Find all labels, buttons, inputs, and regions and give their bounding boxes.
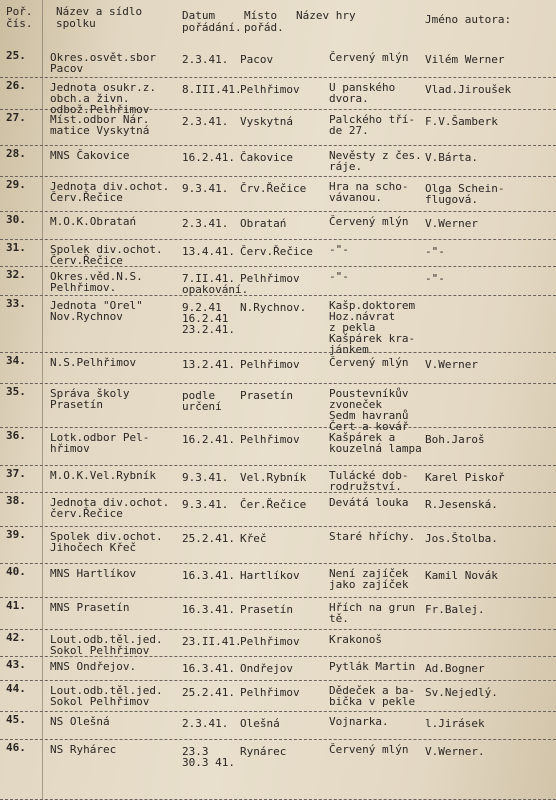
author-cell: Sv.Nejedlý.	[425, 686, 498, 699]
organization-cell: Lotk.odbor Pel- hřimov	[50, 431, 150, 455]
header-play: Název hry	[296, 9, 356, 22]
organization-cell: Jednota osukr.z. obch.a živn. odbož.Pelhřimov	[50, 81, 156, 116]
place-cell: Vel.Rybník	[240, 471, 307, 484]
row-number: 43.	[6, 658, 26, 671]
organization-cell: Jednota "Orel" Nov.Rychnov	[50, 299, 143, 323]
place-cell: Pacov	[240, 53, 274, 66]
play-title-cell: U panského dvora.	[329, 81, 396, 105]
author-cell: Jos.Štolba.	[425, 532, 498, 545]
table-row	[0, 740, 556, 800]
organization-cell: MNS Hartlíkov	[50, 567, 137, 580]
date-cell: 7.II.41. opakování.	[182, 272, 249, 296]
organization-cell: Okres.osvět.sbor Pacov	[50, 51, 156, 75]
organization-cell: NS Olešná	[50, 715, 110, 728]
place-cell: Pelhřimov	[240, 358, 300, 371]
date-cell: 13.2.41.	[182, 358, 235, 371]
table-row	[0, 78, 556, 116]
date-cell: 25.2.41.	[182, 532, 235, 545]
place-cell: Rynárec	[240, 745, 287, 758]
table-row	[0, 630, 556, 657]
place-cell: Pelhřimov	[240, 635, 300, 648]
date-cell: 9.3.41.	[182, 471, 229, 484]
organization-cell: N.S.Pelhřimov	[50, 356, 137, 369]
header-number: Poř. čís.	[6, 5, 33, 30]
date-cell: 8.III.41.	[182, 83, 242, 96]
author-cell: Vilém Werner	[425, 53, 505, 66]
header-organization: Název a sídlo spolku	[56, 5, 143, 30]
organization-cell: Spolek div.ochot. Jihočech Křeč	[50, 530, 163, 554]
organization-cell: Lout.odb.těl.jed. Sokol Pelhřimov	[50, 633, 163, 657]
table-row	[0, 598, 556, 630]
date-cell: 25.2.41.	[182, 686, 235, 699]
play-title-cell: Vojnarka.	[329, 715, 389, 728]
play-title-cell: Pytlák Martin	[329, 660, 416, 673]
row-number: 27.	[6, 111, 26, 124]
row-number: 32.	[6, 268, 26, 281]
table-row	[0, 428, 556, 466]
row-number: 44.	[6, 682, 26, 695]
play-title-cell: Není zajíček jako zajíček	[329, 567, 409, 591]
date-cell: 2.3.41.	[182, 717, 229, 730]
row-number: 31.	[6, 241, 26, 254]
play-title-cell: Poustevníkův zvoneček Sedm havranů Čert a kovář	[329, 387, 409, 433]
organization-cell: Jednota div.ochot. Červ.Řečice	[50, 180, 170, 204]
header-place: Místo pořád.	[244, 9, 284, 34]
date-cell: 16.3.41.	[182, 662, 235, 675]
play-title-cell: -"-	[329, 270, 349, 283]
organization-cell: M.O.K.Vel.Rybník	[50, 469, 156, 482]
row-number: 28.	[6, 147, 26, 160]
row-number: 38.	[6, 494, 26, 507]
author-cell: Kamil Novák	[425, 569, 498, 582]
author-cell: Boh.Jaroš	[425, 433, 485, 446]
place-cell: Prasetín	[240, 603, 293, 616]
row-number: 34.	[6, 354, 26, 367]
organization-cell: MNS Ondřejov.	[50, 660, 137, 673]
organization-cell: Spolek div.ochot. Červ.Řečice	[50, 243, 163, 267]
play-title-cell: Červený mlýn	[329, 51, 409, 64]
table-row	[0, 527, 556, 564]
place-cell: Hartlíkov	[240, 569, 300, 582]
place-cell: Pelhřimov	[240, 433, 300, 446]
table-row	[0, 384, 556, 433]
organization-cell: Jednota div.ochot. červ.Řečice	[50, 496, 170, 520]
date-cell: 16.3.41.	[182, 603, 235, 616]
place-cell: Pelhřimov	[240, 686, 300, 699]
row-number: 42.	[6, 631, 26, 644]
organization-cell: M.O.K.Obratań	[50, 215, 137, 228]
date-cell: 16.2.41.	[182, 151, 235, 164]
table-row	[0, 177, 556, 212]
date-cell: 23.3 30.3 41.	[182, 745, 235, 769]
author-cell: V.Werner	[425, 358, 478, 371]
date-cell: 9.3.41.	[182, 182, 229, 195]
table-row	[0, 466, 556, 493]
date-cell: 2.3.41.	[182, 53, 229, 66]
place-cell: Křeč	[240, 532, 267, 545]
play-title-cell: Kašp.doktorem Hoz.návrat z pekla Kašpárek kra- jánkem	[329, 299, 416, 356]
table-row	[0, 657, 556, 681]
organization-cell: Okres.věd.N.S. Pelhřimov.	[50, 270, 143, 294]
play-title-cell: -"-	[329, 243, 349, 256]
play-title-cell: Dědeček a ba- bička v pekle	[329, 684, 416, 708]
author-cell: F.V.Šamberk	[425, 115, 498, 128]
play-title-cell: Červený mlýn	[329, 743, 409, 756]
row-number: 40.	[6, 565, 26, 578]
play-title-cell: Hra na scho- vávanou.	[329, 180, 409, 204]
play-title-cell: Hřích na grun tě.	[329, 601, 416, 625]
header-author: Jméno autora:	[425, 13, 512, 26]
play-title-cell: Krakonoš	[329, 633, 382, 646]
place-cell: Pelhřimov	[240, 83, 300, 96]
table-row	[0, 564, 556, 598]
place-cell: Čakovice	[240, 151, 293, 164]
date-cell: 2.3.41.	[182, 115, 229, 128]
place-cell: Prasetín	[240, 389, 293, 402]
organization-cell: MNS Čakovice	[50, 149, 130, 162]
place-cell: Čer.Řečice	[240, 498, 307, 511]
row-number: 35.	[6, 385, 26, 398]
place-cell: Vyskytná	[240, 115, 293, 128]
play-title-cell: Tulácké dob- rodružství.	[329, 469, 409, 493]
row-number: 46.	[6, 741, 26, 754]
row-number: 26.	[6, 79, 26, 92]
table-row	[0, 712, 556, 740]
author-cell: V.Bárta.	[425, 151, 478, 164]
row-number: 36.	[6, 429, 26, 442]
author-cell: Ad.Bogner	[425, 662, 485, 675]
place-cell: N.Rychnov.	[240, 301, 307, 314]
place-cell: Ondřejov	[240, 662, 293, 675]
place-cell: Pelhřimov	[240, 272, 300, 285]
play-title-cell: Palckého tří- de 27.	[329, 113, 416, 137]
author-cell: -"-	[425, 272, 445, 285]
date-cell: 9.2.41 16.2.41 23.2.41.	[182, 301, 235, 336]
place-cell: Červ.Řečice	[240, 245, 313, 258]
author-cell: Olga Schein- flugová.	[425, 182, 505, 206]
author-cell: V.Werner	[425, 217, 478, 230]
row-number: 30.	[6, 213, 26, 226]
header-date: Datum pořádání.	[182, 9, 242, 34]
author-cell: Fr.Balej.	[425, 603, 485, 616]
author-cell: R.Jesenská.	[425, 498, 498, 511]
table-row	[0, 296, 556, 356]
organization-cell: Lout.odb.těl.jed. Sokol Pelhřimov	[50, 684, 163, 708]
organization-cell: Správa školy Prasetín	[50, 387, 130, 411]
play-title-cell: Kašpárek a kouzelná lampa	[329, 431, 422, 455]
table-row	[0, 353, 556, 384]
table-row	[0, 146, 556, 177]
row-number: 29.	[6, 178, 26, 191]
table-row	[0, 493, 556, 527]
date-cell: 16.2.41.	[182, 433, 235, 446]
table-row	[0, 48, 556, 78]
date-cell: 9.3.41.	[182, 498, 229, 511]
organization-cell: Míst.odbor Nár. matice Vyskytná	[50, 113, 150, 137]
table-row	[0, 267, 556, 296]
play-title-cell: Nevěsty z čes. ráje.	[329, 149, 422, 173]
row-number: 37.	[6, 467, 26, 480]
author-cell: Vlad.Jiroušek	[425, 83, 512, 96]
play-title-cell: Devátá louka	[329, 496, 409, 509]
date-cell: 23.II.41.	[182, 635, 242, 648]
date-cell: 13.4.41.	[182, 245, 235, 258]
row-number: 25.	[6, 49, 26, 62]
table-row	[0, 212, 556, 240]
table-header	[0, 0, 556, 48]
row-number: 41.	[6, 599, 26, 612]
row-number: 33.	[6, 297, 26, 310]
date-cell: podle určení	[182, 389, 222, 413]
author-cell: Karel Piskoř	[425, 471, 505, 484]
place-cell: Olešná	[240, 717, 280, 730]
author-cell: -"-	[425, 245, 445, 258]
place-cell: Črv.Řečice	[240, 182, 307, 195]
table-row	[0, 681, 556, 712]
organization-cell: NS Ryhárec	[50, 743, 117, 756]
table-row	[0, 240, 556, 267]
play-title-cell: Staré hříchy.	[329, 530, 416, 543]
place-cell: Obratań	[240, 217, 287, 230]
date-cell: 16.3.41.	[182, 569, 235, 582]
row-number: 45.	[6, 713, 26, 726]
author-cell: l.Jirásek	[425, 717, 485, 730]
date-cell: 2.3.41.	[182, 217, 229, 230]
author-cell: V.Werner.	[425, 745, 485, 758]
organization-cell: MNS Prasetín	[50, 601, 130, 614]
play-title-cell: Červený mlýn	[329, 215, 409, 228]
play-title-cell: Červený mlýn	[329, 356, 409, 369]
table-row	[0, 110, 556, 146]
row-number: 39.	[6, 528, 26, 541]
